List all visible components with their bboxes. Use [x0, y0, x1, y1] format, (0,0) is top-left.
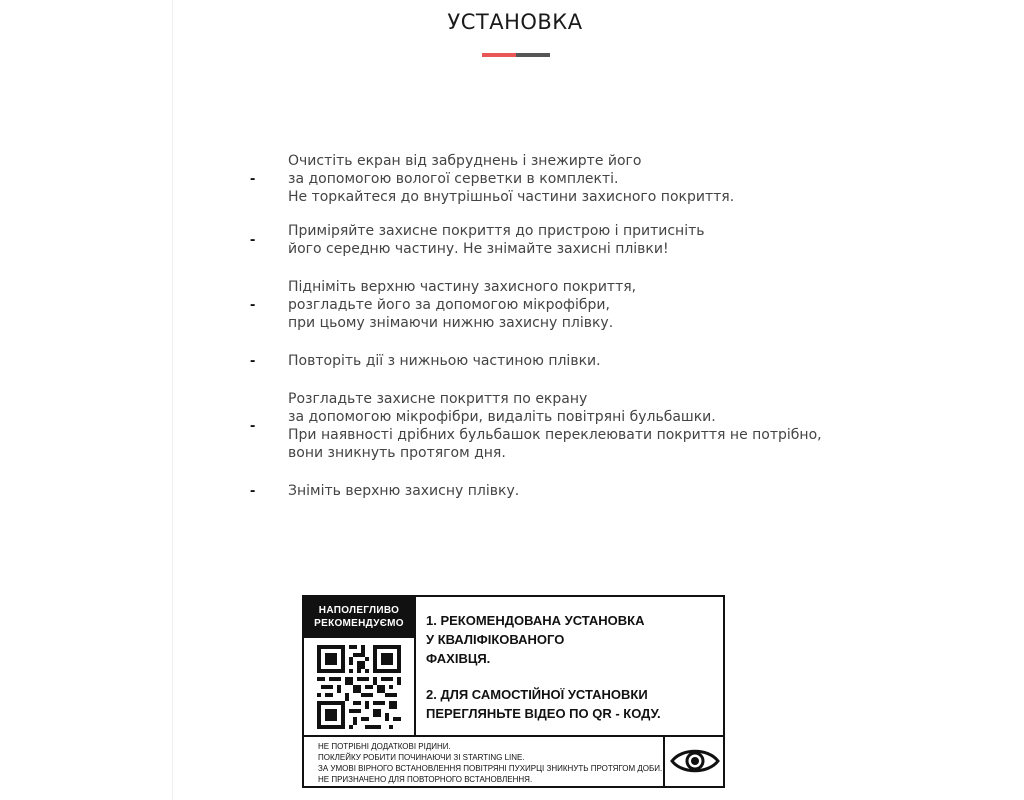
- step-item: [250, 390, 890, 462]
- step-item: [250, 222, 890, 258]
- title-underline-gray: [516, 53, 550, 57]
- step-dash: -: [250, 170, 256, 187]
- instruction-item: 2. ДЛЯ САМОСТІЙНОЇ УСТАНОВКИ ПЕРЕГЛЯНЬТЕ ВІДЕО ПО QR - КОДУ.: [426, 687, 661, 721]
- step-text: Розгладьте захисне покриття по екрану за допомогою мікрофібри, видаліть повітряні бульбашки. При наявності дрібних бульбашок переклеювати покриття не потрібно, вони зникнуть протягом дня.: [288, 391, 822, 461]
- step-dash: -: [250, 417, 256, 434]
- step-item: [250, 482, 890, 500]
- step-text: Очистіть екран від забруднень і знежирте його за допомогою вологої серветки в комплекті. Не торкайтеся до внутрішньої частини захисного покриття.: [288, 153, 735, 205]
- note-line: ЗА УМОВІ ВІРНОГО ВСТАНОВЛЕННЯ ПОВІТРЯНІ ПУХИРЦІ ЗНИКНУТЬ ПРОТЯГОМ ДОБИ.: [318, 764, 663, 773]
- eye-icon-cell: [663, 737, 723, 786]
- step-text: Приміряйте захисне покриття до пристрою і притисніть його середню частину. Не знімайте захисні плівки!: [288, 223, 705, 257]
- step-dash: -: [250, 352, 256, 369]
- step-item: [250, 352, 890, 370]
- note-line: ПОКЛЕЙКУ РОБИТИ ПОЧИНАЮЧИ ЗІ STARTING LINE.: [318, 753, 525, 762]
- notice-left-column: [304, 597, 416, 735]
- page-title: УСТАНОВКА: [447, 10, 583, 34]
- instruction-item: 1. РЕКОМЕНДОВАНА УСТАНОВКА У КВАЛІФІКОВАНОГО ФАХІВЦЯ.: [426, 613, 645, 666]
- notice-bottom-section: [304, 737, 723, 786]
- title-underline: [482, 53, 550, 57]
- step-text: Зніміть верхню захисну плівку.: [288, 483, 520, 499]
- step-item: [250, 152, 890, 206]
- step-text: Підніміть верхню частину захисного покриття, розгладьте його за допомогою мікрофібри, при цьому знімаючи нижню захисну плівку.: [288, 279, 637, 331]
- title-underline-red: [482, 53, 516, 57]
- notice-notes: [318, 741, 663, 785]
- step-dash: -: [250, 482, 256, 499]
- step-text: Повторіть дії з нижньою частиною плівки.: [288, 353, 601, 369]
- step-dash: -: [250, 296, 256, 313]
- step-dash: -: [250, 231, 256, 248]
- notice-top-section: [304, 597, 723, 737]
- step-item: [250, 278, 890, 332]
- content-left-border: [172, 0, 173, 800]
- notice-instructions: [426, 611, 716, 723]
- installation-notice-box: [302, 595, 725, 788]
- note-line: НЕ ПОТРІБНІ ДОДАТКОВІ РІДИНИ.: [318, 742, 451, 751]
- installation-steps: [250, 152, 890, 500]
- qr-code-icon[interactable]: [317, 645, 401, 729]
- eye-icon: [670, 746, 720, 776]
- recommend-badge: НАПОЛЕГЛИВО РЕКОМЕНДУЄМО: [304, 597, 414, 638]
- note-line: НЕ ПРИЗНАЧЕНО ДЛЯ ПОВТОРНОГО ВСТАНОВЛЕННЯ.: [318, 775, 533, 784]
